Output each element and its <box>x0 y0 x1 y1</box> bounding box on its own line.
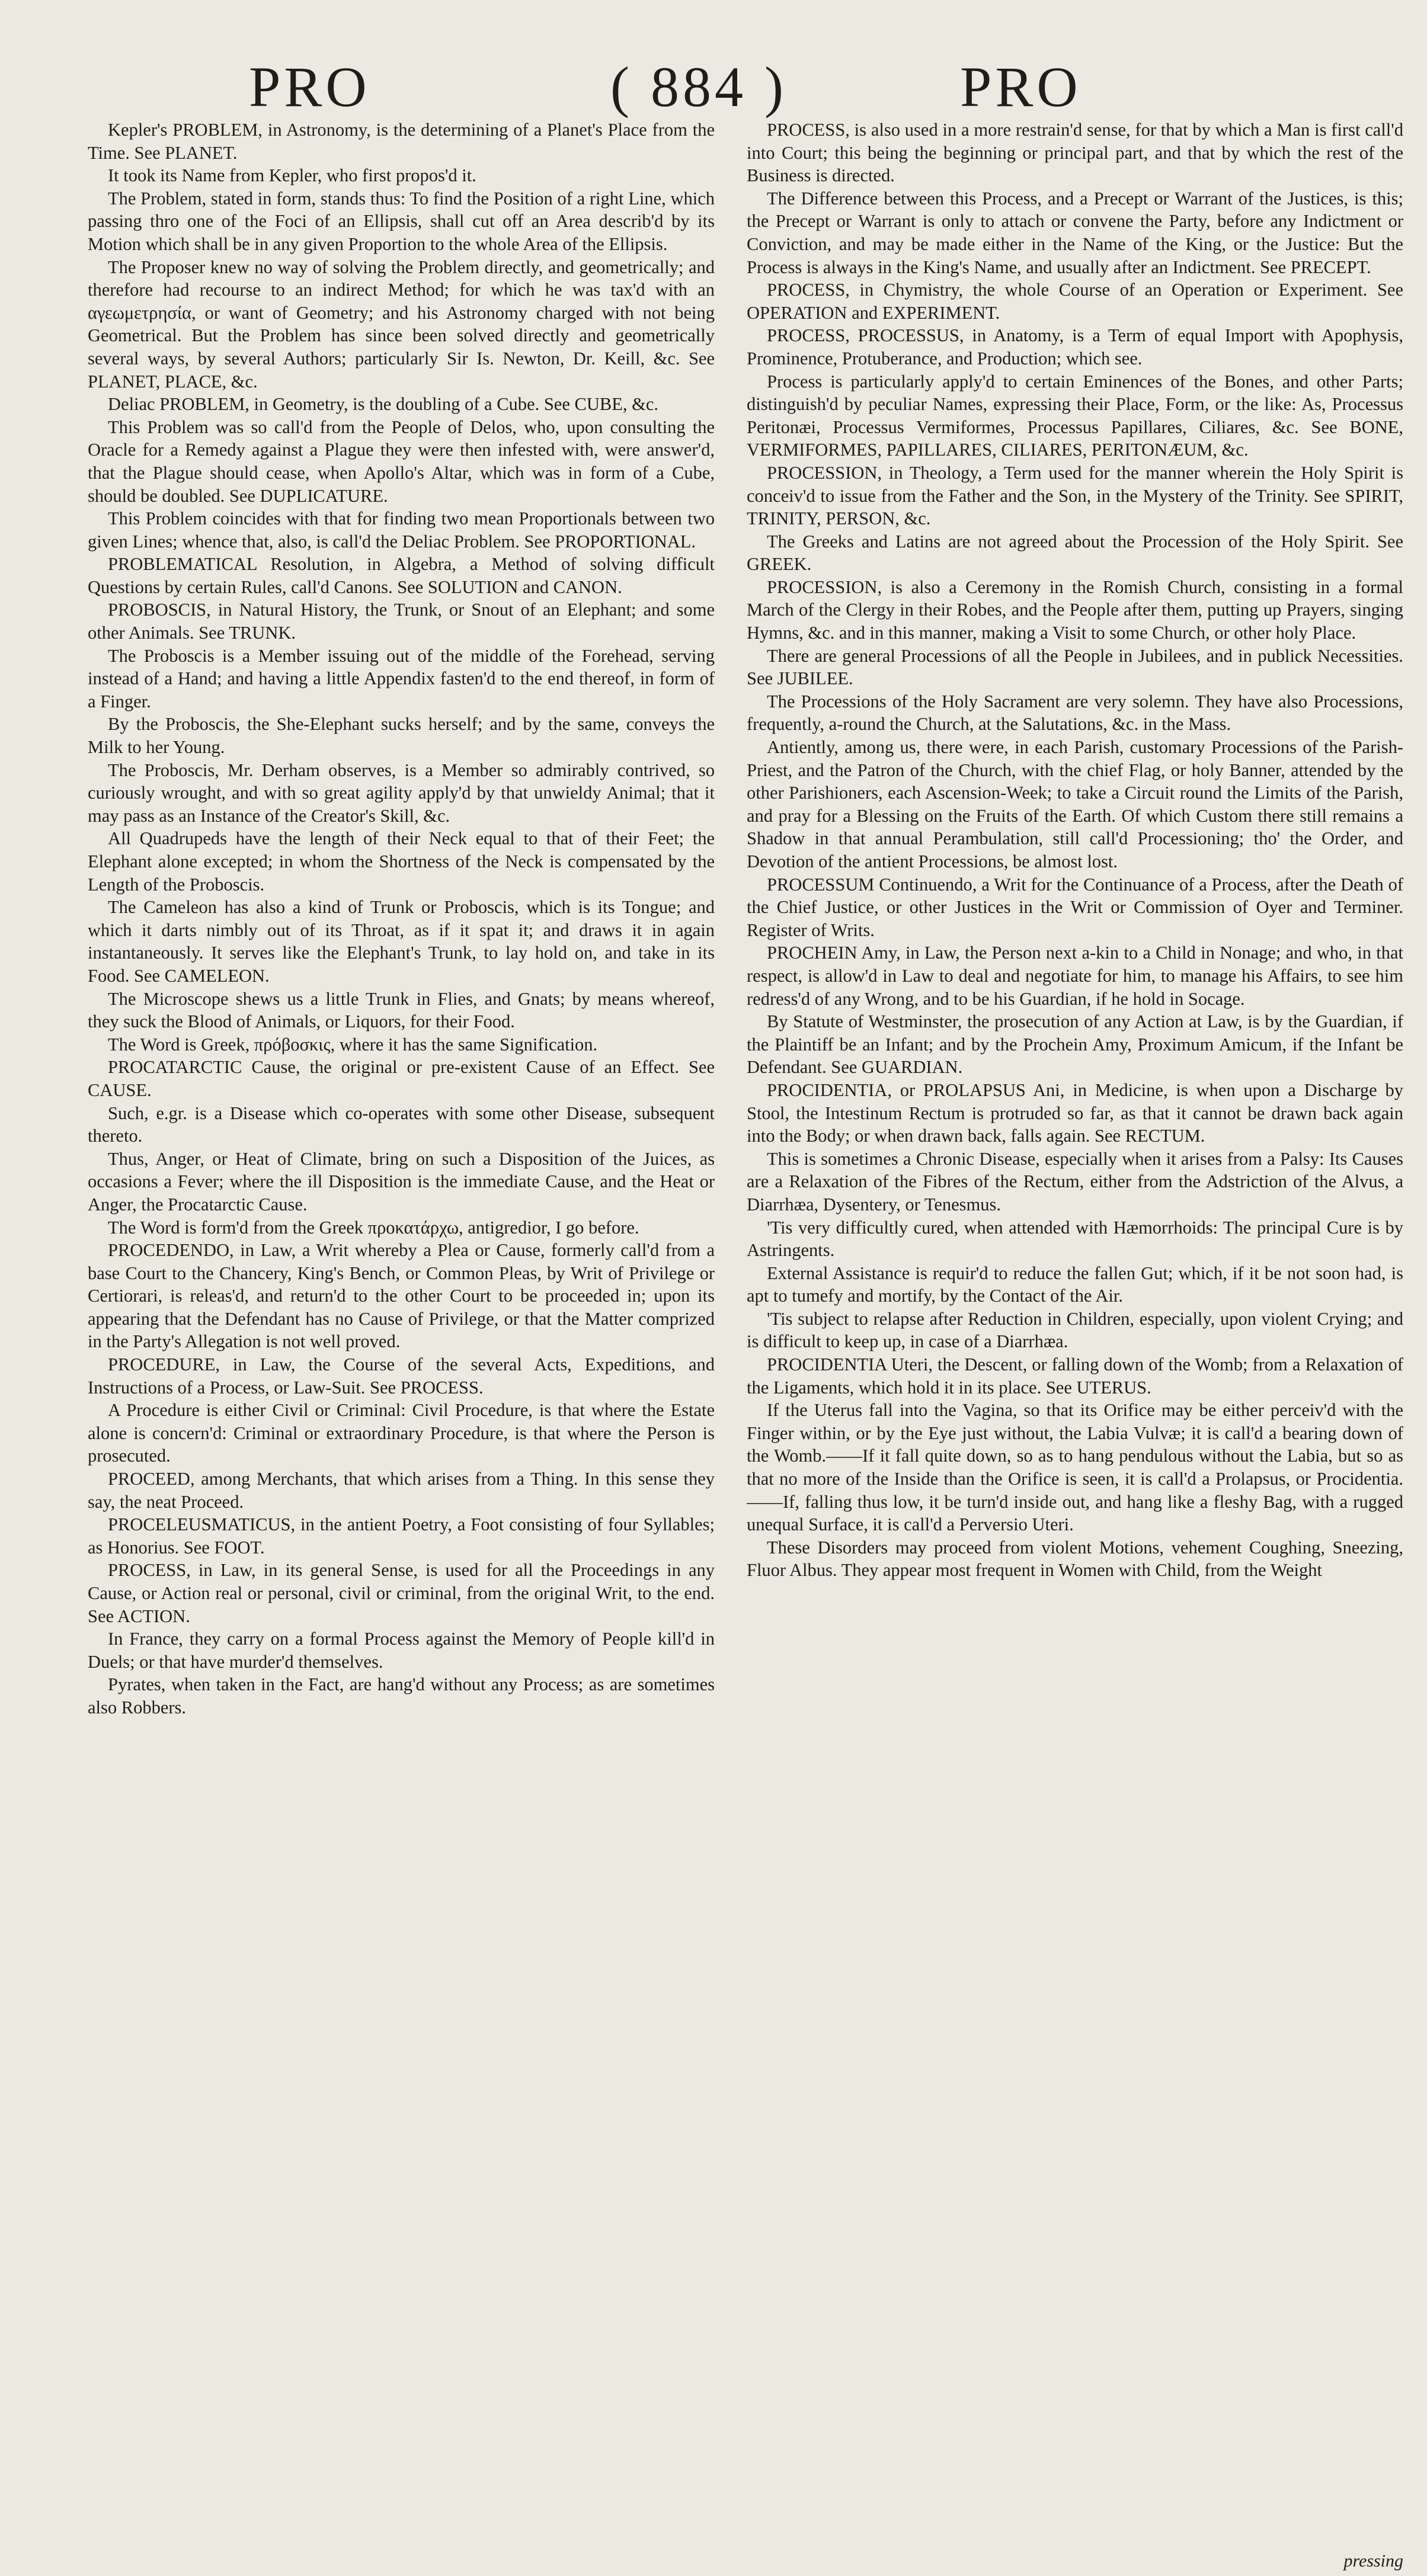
header-right-running-head: PRO <box>960 55 1082 118</box>
entry-paragraph: These Disorders may proceed from violent Motions, vehement Coughing, Sneezing, Fluor Albus. They appear most frequent in Women with Child, from the Weight <box>747 1537 1403 1581</box>
entry-paragraph: PROCIDENTIA Uteri, the Descent, or falling down of the Womb; from a Relaxation of the Ligaments, which hold it in its place. See UTERUS. <box>747 1354 1403 1398</box>
entry-paragraph: External Assistance is requir'd to reduce the fallen Gut; which, if it be not soon had, is apt to tumefy and mortify, by the Contact of the Air. <box>747 1263 1403 1306</box>
entry-paragraph: Thus, Anger, or Heat of Climate, bring on such a Disposition of the Juices, as occasions a Fever; where the ill Disposition is the immediate Cause, and the Heat or Anger, the Procatarctic Cause. <box>88 1148 715 1215</box>
entry-paragraph: In France, they carry on a formal Process against the Memory of People kill'd in Duels; or that have murder'd themselves. <box>88 1629 715 1672</box>
entry-paragraph: This Problem was so call'd from the People of Delos, who, upon consulting the Oracle for a Remedy against a Plague they were then infested with, were answer'd, that the Plague should cease, when Apollo's Altar, which was in form of a Cube, should be doubled. See DUPLICATURE. <box>88 416 715 506</box>
entry-paragraph: PROCHEIN Amy, in Law, the Person next a-kin to a Child in Nonage; and who, in that respect, is allow'd in Law to deal and negotiate for him, to manage his Affairs, to see him redress'd of any Wrong, and to be his Guardian, if he hold in Socage. <box>747 943 1403 1009</box>
entry-paragraph: A Procedure is either Civil or Criminal: Civil Procedure, is that where the Estate alone is concern'd: Criminal or extraordinary Procedure, is that where the Person is prosecuted. <box>88 1400 715 1466</box>
entry-paragraph: The Word is Greek, πρόβοσκις, where it has the same Signification. <box>108 1034 598 1055</box>
entry-paragraph: The Proposer knew no way of solving the Problem directly, and geometrically; and therefore had recourse to an indirect Method; for which he was tax'd with an αγεωμετρησία, or want of Geometry; and his Astronomy charged with not being Geometrical. But the Problem has since been solved directly and geometrically several ways, by several Authors; particularly Sir Is. Newton, Dr. Keill, &c. See PLANET, PLACE, &c. <box>88 257 715 392</box>
entry-paragraph: PROCIDENTIA, or PROLAPSUS Ani, in Medicine, is when upon a Discharge by Stool, the Intestinum Rectum is protruded so far, as that it cannot be drawn back again into the Body; or when drawn back, falls again. See RECTUM. <box>747 1079 1403 1146</box>
catchword: pressing <box>1343 2551 1403 2571</box>
entry-paragraph: PROCEED, among Merchants, that which arises from a Thing. In this sense they say, the neat Proceed. <box>88 1469 715 1512</box>
entry-paragraph: Antiently, among us, there were, in each Parish, customary Processions of the Parish-Priest, and the Patron of the Church, with the chief Flag, or holy Banner, attended by the other Parishioners, each Ascension-Week; to take a Circuit round the Limits of the Parish, and pray for a Blessing on the Fruits of the Earth. Of which Custom there still remains a Shadow in that annual Perambulation, still call'd Processioning; tho' the Order, and Devotion of the antient Processions, be almost lost. <box>747 737 1403 872</box>
entry-paragraph: The Cameleon has also a kind of Trunk or Proboscis, which is its Tongue; and which it darts nimbly out of its Throat, as if it spat it; and draws it in again instantaneously. It serves like the Elephant's Trunk, to lay hold on, and take in its Food. See CAMELEON. <box>88 897 715 986</box>
entry-paragraph: PROBOSCIS, in Natural History, the Trunk, or Snout of an Elephant; and some other Animals. See TRUNK. <box>88 600 715 643</box>
entry-paragraph: By the Proboscis, the She-Elephant sucks herself; and by the same, conveys the Milk to her Young. <box>88 714 715 758</box>
entry-paragraph: 'Tis subject to relapse after Reduction in Children, especially, upon violent Crying; and is difficult to keep up, in case of a Diarrhæa. <box>747 1308 1403 1352</box>
entry-paragraph: This is sometimes a Chronic Disease, especially when it arises from a Palsy: Its Causes are a Relaxation of the Fibres of the Rectum, either from the Adstriction of the Alvus, a Diarrhæa, Dysentery, or Tenesmus. <box>747 1148 1403 1215</box>
right-column <box>747 118 1403 2548</box>
entry-paragraph: This Problem coincides with that for finding two mean Proportionals between two given Lines; whence that, also, is call'd the Deliac Problem. See PROPORTIONAL. <box>88 508 715 552</box>
entry-paragraph: The Difference between this Process, and a Precept or Warrant of the Justices, is this; the Precept or Warrant is only to attach or convene the Party, before any Indictment or Conviction, and may be made either in the Name of the King, or the Justice: But the Process is always in the King's Name, and usually after an Indictment. See PRECEPT. <box>747 188 1403 277</box>
entry-paragraph: There are general Processions of all the People in Jubilees, and in publick Necessities. See JUBILEE. <box>747 645 1403 689</box>
entry-paragraph: PROCESS, is also used in a more restrain'd sense, for that by which a Man is first call'd into Court; this being the beginning or principal part, and that by which the rest of the Business is directed. <box>747 120 1403 186</box>
entry-paragraph: Such, e.gr. is a Disease which co-operates with some other Disease, subsequent thereto. <box>88 1103 715 1146</box>
entry-paragraph: Kepler's PROBLEM, in Astronomy, is the determining of a Planet's Place from the Time. See PLANET. <box>88 120 715 163</box>
entry-paragraph: PROCESS, in Law, in its general Sense, is used for all the Proceedings in any Cause, or Action real or personal, civil or criminal, from the original Writ, to the end. See ACTION. <box>88 1560 715 1626</box>
entry-paragraph: PROCEDENDO, in Law, a Writ whereby a Plea or Cause, formerly call'd from a base Court to the Chancery, King's Bench, or Common Pleas, by Writ of Privilege or Certiorari, is releas'd, and return'd to the other Court to be proceeded in; upon its appearing that the Defendant has no Cause of Privilege, or that the Matter comprized in the Party's Allegation is not well proved. <box>88 1240 715 1352</box>
header-left-running-head: PRO <box>249 55 370 118</box>
entry-paragraph: The Proboscis is a Member issuing out of the middle of the Forehead, serving instead of a Hand; and having a little Appendix fasten'd to the end thereof, in form of a Finger. <box>88 645 715 712</box>
entry-paragraph: Deliac PROBLEM, in Geometry, is the doubling of a Cube. See CUBE, &c. <box>108 394 658 415</box>
entry-paragraph: 'Tis very difficultly cured, when attended with Hæmorrhoids: The principal Cure is by Astringents. <box>747 1217 1403 1261</box>
entry-paragraph: PROCESS, in Chymistry, the whole Course of an Operation or Experiment. See OPERATION and EXPERIMENT. <box>747 280 1403 323</box>
entry-paragraph: The Microscope shews us a little Trunk in Flies, and Gnats; by means whereof, they suck the Blood of Animals, or Liquors, for their Food. <box>88 988 715 1032</box>
entry-paragraph: It took its Name from Kepler, who first propos'd it. <box>108 165 476 186</box>
entry-paragraph: PROCEDURE, in Law, the Course of the several Acts, Expeditions, and Instructions of a Process, or Law-Suit. See PROCESS. <box>88 1354 715 1398</box>
left-column <box>88 118 715 2542</box>
entry-paragraph: The Processions of the Holy Sacrament are very solemn. They have also Processions, frequently, a-round the Church, at the Salutations, &c. in the Mass. <box>747 691 1403 735</box>
entry-paragraph: PROCELEUSMATICUS, in the antient Poetry, a Foot consisting of four Syllables; as Honorius. See FOOT. <box>88 1514 715 1558</box>
page-number: ( 884 ) <box>610 55 787 118</box>
entry-paragraph: If the Uterus fall into the Vagina, so that its Orifice may be either perceiv'd with the Finger within, or by the Eye just without, the Labia Vulvæ; it is call'd a bearing down of the Womb.——If it fall quite down, so as to hang pendulous without the Labia, but so as that no more of the Inside than the Orifice is seen, it is call'd a Prolapsus, or Procidentia.——If, falling thus low, it be turn'd inside out, and hang like a fleshy Bag, with a rugged unequal Surface, it is call'd a Perversio Uteri. <box>747 1400 1403 1535</box>
entry-paragraph: PROCATARCTIC Cause, the original or pre-existent Cause of an Effect. See CAUSE. <box>88 1057 715 1100</box>
entry-paragraph: PROCESSION, is also a Ceremony in the Romish Church, consisting in a formal March of the Clergy in their Robes, and the People after them, putting up Prayers, singing Hymns, &c. and in this manner, making a Visit to some Church, or other holy Place. <box>747 576 1403 643</box>
page-header <box>0 55 1427 120</box>
entry-paragraph: Pyrates, when taken in the Fact, are hang'd without any Process; as are sometimes also Robbers. <box>88 1674 715 1718</box>
entry-paragraph: The Greeks and Latins are not agreed about the Procession of the Holy Spirit. See GREEK. <box>747 531 1403 575</box>
entry-paragraph: The Word is form'd from the Greek προκατάρχω, antigredior, I go before. <box>108 1217 639 1238</box>
entry-paragraph: PROBLEMATICAL Resolution, in Algebra, a Method of solving difficult Questions by certain Rules, call'd Canons. See SOLUTION and CANON. <box>88 554 715 597</box>
entry-paragraph: By Statute of Westminster, the prosecution of any Action at Law, is by the Guardian, if the Plaintiff be an Infant; and by the Prochein Amy, Proximum Amicum, if the Infant be Defendant. See GUARDIAN. <box>747 1011 1403 1078</box>
entry-paragraph: All Quadrupeds have the length of their Neck equal to that of their Feet; the Elephant alone excepted; in whom the Shortness of the Neck is compensated by the Length of the Proboscis. <box>88 828 715 895</box>
entry-paragraph: Process is particularly apply'd to certain Eminences of the Bones, and other Parts; distinguish'd by peculiar Names, expressing their Place, Form, or the like: As, Processus Peritonæi, Processus Vermiformes, Processus Papillares, Ciliares, &c. See BONE, VERMIFORMES, PAPILLARES, CILIARES, PERITONÆUM, &c. <box>747 371 1403 460</box>
entry-paragraph: PROCESSUM Continuendo, a Writ for the Continuance of a Process, after the Death of the Chief Justice, or other Justices in the Writ or Commission of Oyer and Terminer. Register of Writs. <box>747 874 1403 940</box>
entry-paragraph: The Problem, stated in form, stands thus: To find the Position of a right Line, which passing thro one of the Foci of an Ellipsis, shall cut off an Area describ'd by its Motion which shall be in any given Proportion to the whole Area of the Ellipsis. <box>88 188 715 254</box>
entry-paragraph: The Proboscis, Mr. Derham observes, is a Member so admirably contrived, so curiously wrought, and with so great agility apply'd by that unwieldy Animal; that it may pass as an Instance of the Creator's Skill, &c. <box>88 760 715 826</box>
entry-paragraph: PROCESS, PROCESSUS, in Anatomy, is a Term of equal Import with Apophysis, Prominence, Protuberance, and Production; which see. <box>747 325 1403 369</box>
entry-paragraph: PROCESSION, in Theology, a Term used for the manner wherein the Holy Spirit is conceiv'd to issue from the Father and the Son, in the Mystery of the Trinity. See SPIRIT, TRINITY, PERSON, &c. <box>747 462 1403 529</box>
